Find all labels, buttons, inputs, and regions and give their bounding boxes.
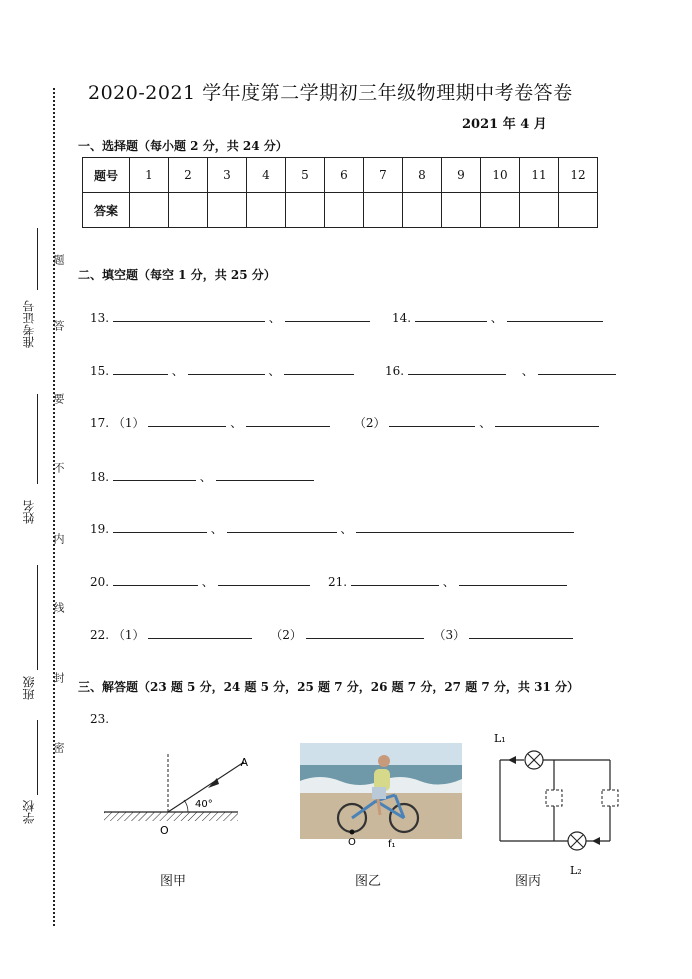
answer-blank[interactable] <box>148 626 252 639</box>
answer-blank[interactable] <box>113 573 198 586</box>
answer-cell[interactable] <box>169 193 208 228</box>
answer-blank[interactable] <box>216 468 314 481</box>
separator: 、 <box>268 311 281 325</box>
angle-arc <box>184 800 188 812</box>
current-arrow <box>508 756 516 764</box>
q13-number: 13. <box>90 311 110 325</box>
point-o-label: O <box>160 824 169 837</box>
q17-number: 17. <box>90 416 110 430</box>
school-label: 学校 <box>22 800 36 824</box>
answer-blank[interactable] <box>415 309 487 322</box>
q14-number: 14. <box>392 311 412 325</box>
answer-blank[interactable] <box>113 362 168 375</box>
seal-char: 线 <box>52 602 65 613</box>
figure-yi-photo <box>300 743 462 851</box>
separator: 、 <box>171 364 184 378</box>
answer-row <box>83 193 598 228</box>
answer-cell[interactable] <box>520 193 559 228</box>
q13-row <box>90 309 370 326</box>
answer-cell[interactable] <box>247 193 286 228</box>
q17-row <box>90 414 599 431</box>
answer-blank[interactable] <box>188 362 265 375</box>
q18-number: 18. <box>90 470 110 484</box>
answer-blank[interactable] <box>113 520 207 533</box>
school-line <box>37 720 38 795</box>
separator: 、 <box>230 416 243 430</box>
placeholder-box-right <box>602 790 618 806</box>
page-title: 2020-2021 学年度第二学期初三年级物理期中考卷答卷 <box>88 82 573 104</box>
section1-heading: 一、选择题（每小题 2 分，共 24 分） <box>78 139 288 153</box>
answer-cell[interactable] <box>325 193 364 228</box>
answer-cell[interactable] <box>559 193 598 228</box>
ray-arrow <box>208 778 219 788</box>
answer-blank[interactable] <box>356 520 574 533</box>
answer-blank[interactable] <box>285 309 370 322</box>
separator: 、 <box>340 522 353 536</box>
answer-cell[interactable] <box>403 193 442 228</box>
seal-char: 不 <box>52 462 65 473</box>
answer-blank[interactable] <box>284 362 354 375</box>
separator: 、 <box>521 364 534 378</box>
answer-blank[interactable] <box>389 414 475 427</box>
force-f1-label: f₁ <box>388 839 396 850</box>
point-o-marker <box>350 830 355 835</box>
q15-row <box>90 362 354 379</box>
class-label: 班级 <box>22 676 36 700</box>
answer-cell[interactable] <box>442 193 481 228</box>
question-number: 9 <box>442 158 481 193</box>
q20-row <box>90 573 310 590</box>
separator: 、 <box>268 364 281 378</box>
part-2-label: （2） <box>353 416 386 430</box>
class-line <box>37 565 38 670</box>
seal-char: 内 <box>52 533 65 544</box>
question-number: 10 <box>481 158 520 193</box>
name-label: 姓名 <box>22 500 36 524</box>
question-number: 8 <box>403 158 442 193</box>
point-a-label: A <box>240 756 248 769</box>
figure-yi-caption: 图乙 <box>355 874 382 889</box>
q23-number: 23. <box>90 712 110 726</box>
answer-blank[interactable] <box>113 309 265 322</box>
separator: 、 <box>479 416 492 430</box>
question-number: 12 <box>559 158 598 193</box>
part-1-label: （1） <box>112 416 145 430</box>
question-number: 11 <box>520 158 559 193</box>
question-number: 2 <box>169 158 208 193</box>
current-arrow <box>592 837 600 845</box>
answer-blank[interactable] <box>351 573 439 586</box>
answer-blank[interactable] <box>218 573 310 586</box>
number-row <box>83 158 598 193</box>
lamp-l1-label: L₁ <box>494 732 506 745</box>
point-o-label: O <box>348 837 356 848</box>
answer-cell[interactable] <box>286 193 325 228</box>
question-number: 5 <box>286 158 325 193</box>
answer-blank[interactable] <box>507 309 603 322</box>
seal-char: 封 <box>52 672 65 683</box>
exam-no-label: 准考证号 <box>22 300 36 348</box>
seal-char: 密 <box>52 742 65 753</box>
q14-row <box>392 309 603 326</box>
part-3-label: （3） <box>433 628 466 642</box>
q19-row <box>90 520 574 537</box>
separator: 、 <box>199 470 212 484</box>
lamp-l2-label: L₂ <box>570 864 582 877</box>
name-line <box>37 394 38 484</box>
mirror-hatching <box>104 812 238 821</box>
question-number: 4 <box>247 158 286 193</box>
q18-row <box>90 468 314 485</box>
answer-cell[interactable] <box>364 193 403 228</box>
exam-date: 2021 年 4 月 <box>462 117 547 132</box>
q16-row <box>385 362 616 379</box>
section3-heading: 三、解答题（23 题 5 分，24 题 5 分，25 题 7 分，26 题 7 分，27 题 7 分，共 31 分） <box>78 680 579 694</box>
placeholder-box-left <box>546 790 562 806</box>
answer-blank[interactable] <box>148 414 226 427</box>
answer-blank[interactable] <box>408 362 506 375</box>
q15-number: 15. <box>90 364 110 378</box>
figure-bing-circuit <box>488 728 628 878</box>
seal-char: 答 <box>52 320 65 331</box>
question-number: 3 <box>208 158 247 193</box>
q19-number: 19. <box>90 522 110 536</box>
q16-number: 16. <box>385 364 405 378</box>
separator: 、 <box>490 311 503 325</box>
q22-row <box>90 626 573 643</box>
answer-cell[interactable] <box>208 193 247 228</box>
answer-blank[interactable] <box>227 520 337 533</box>
answer-blank[interactable] <box>113 468 196 481</box>
angle-label: 40° <box>195 799 213 810</box>
answer-cell[interactable] <box>130 193 169 228</box>
answer-blank[interactable] <box>495 414 599 427</box>
figure-jia-caption: 图甲 <box>160 874 187 889</box>
figure-jia-diagram <box>98 748 248 838</box>
seal-char: 要 <box>52 393 65 404</box>
question-number: 6 <box>325 158 364 193</box>
q21-row <box>328 573 567 590</box>
answer-cell[interactable] <box>481 193 520 228</box>
answer-blank[interactable] <box>306 626 424 639</box>
section2-heading: 二、填空题（每空 1 分，共 25 分） <box>78 268 276 282</box>
seal-char: 题 <box>52 254 65 265</box>
separator: 、 <box>210 522 223 536</box>
figure-bing-caption: 图丙 <box>515 874 542 889</box>
q22-number: 22. <box>90 628 110 642</box>
separator: 、 <box>442 575 455 589</box>
row-label-number: 题号 <box>83 158 130 193</box>
part-2-label: （2） <box>270 628 302 642</box>
answer-blank[interactable] <box>459 573 567 586</box>
q21-number: 21. <box>328 575 348 589</box>
answer-grid <box>82 157 598 228</box>
question-number: 7 <box>364 158 403 193</box>
part-1-label: （1） <box>112 628 145 642</box>
question-number: 1 <box>130 158 169 193</box>
answer-blank[interactable] <box>469 626 573 639</box>
row-label-answer: 答案 <box>83 193 130 228</box>
exam-no-line <box>37 228 38 290</box>
binding-dotted-line <box>53 88 55 926</box>
answer-blank[interactable] <box>538 362 616 375</box>
separator: 、 <box>201 575 214 589</box>
q20-number: 20. <box>90 575 110 589</box>
answer-blank[interactable] <box>246 414 330 427</box>
